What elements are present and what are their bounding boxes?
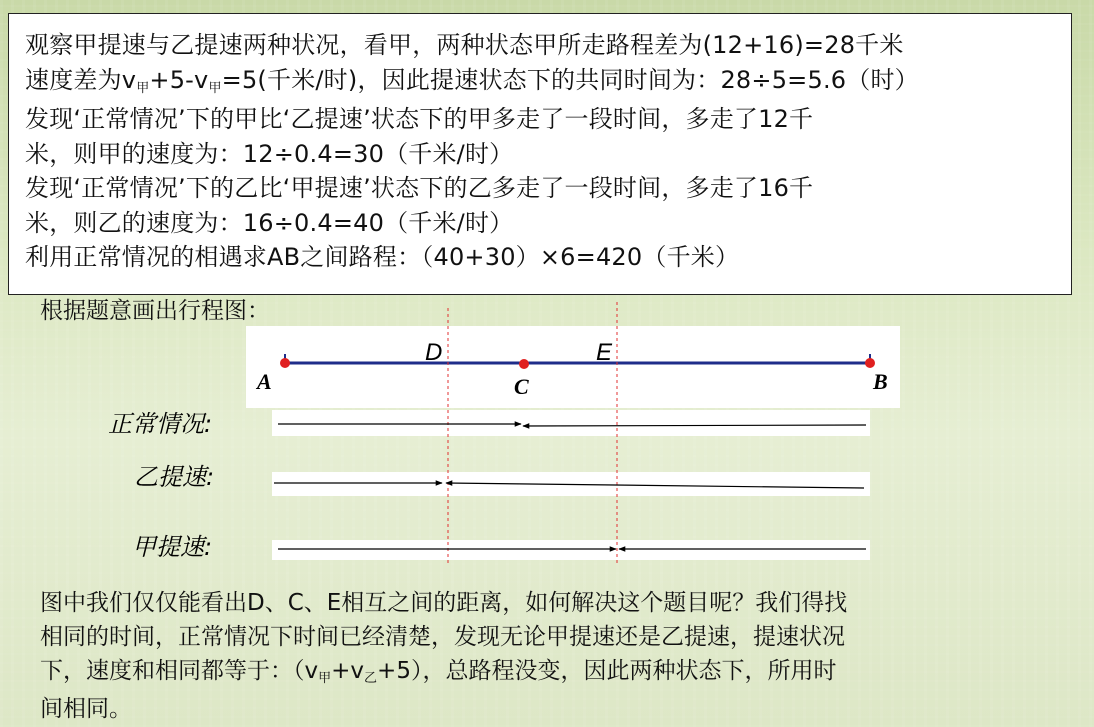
explanation-text <box>40 586 1080 726</box>
subscript-jia-3: 甲 <box>318 671 332 686</box>
row-panel-jia-speedup <box>272 540 870 560</box>
row-label-yi-speedup: 乙提速: <box>134 463 215 491</box>
speed-sum-mid: +v <box>331 658 365 684</box>
explanation-line-2: 相同的时间，正常情况下时间已经清楚，发现无论甲提速还是乙提速，提速状况 <box>40 624 845 650</box>
diagram-caption: 根据题意画出行程图： <box>40 298 270 324</box>
analysis-line-4: 米，则甲的速度为：12÷0.4=30（千米/时） <box>25 139 514 168</box>
label-a: A <box>257 369 272 394</box>
point-a <box>280 358 290 368</box>
row-label-jia-speedup: 甲提速: <box>132 533 213 561</box>
speed-diff-post: =5(千米/时)，因此提速状态下的共同时间为：28÷5=5.6（时） <box>221 65 919 94</box>
explanation-line-3 <box>40 654 1080 692</box>
label-c: C <box>514 374 529 399</box>
subscript-yi: 乙 <box>364 671 378 686</box>
label-d: D <box>425 339 443 366</box>
row-panel-normal <box>272 410 870 436</box>
row-label-normal: 正常情况: <box>108 410 213 438</box>
explanation-line-1: 图中我们仅仅能看出D、C、E相互之间的距离，如何解决这个题目呢？我们得找 <box>40 590 848 616</box>
speed-sum-pre: 下，速度和相同都等于：（v <box>40 658 319 684</box>
analysis-line-7: 利用正常情况的相遇求AB之间路程：（40+30）×6=420（千米） <box>25 243 740 271</box>
speed-diff-mid: +5-v <box>149 65 209 94</box>
subscript-jia-1: 甲 <box>136 80 150 96</box>
speed-sum-post: +5），总路程没变，因此两种状态下，所用时 <box>377 658 837 684</box>
analysis-line-1: 观察甲提速与乙提速两种状况，看甲，两种状态甲所走路程差为(12+16)=28千米 <box>25 31 904 59</box>
explanation-line-4: 间相同。 <box>40 696 132 722</box>
analysis-line-5: 发现‘正常情况’下的乙比‘甲提速’状态下的乙多走了一段时间，多走了16千 <box>25 174 814 202</box>
speed-diff-pre: 速度差为v <box>25 65 137 94</box>
label-e: E <box>596 339 613 366</box>
analysis-line-6: 米，则乙的速度为：16÷0.4=40（千米/时） <box>25 208 514 237</box>
point-c <box>519 359 529 369</box>
segment-panel <box>246 326 900 408</box>
subscript-jia-2: 甲 <box>208 80 222 96</box>
point-b <box>865 358 875 368</box>
label-b: B <box>873 369 888 394</box>
analysis-line-3: 发现‘正常情况’下的甲比‘乙提速’状态下的甲多走了一段时间，多走了12千 <box>25 105 814 133</box>
